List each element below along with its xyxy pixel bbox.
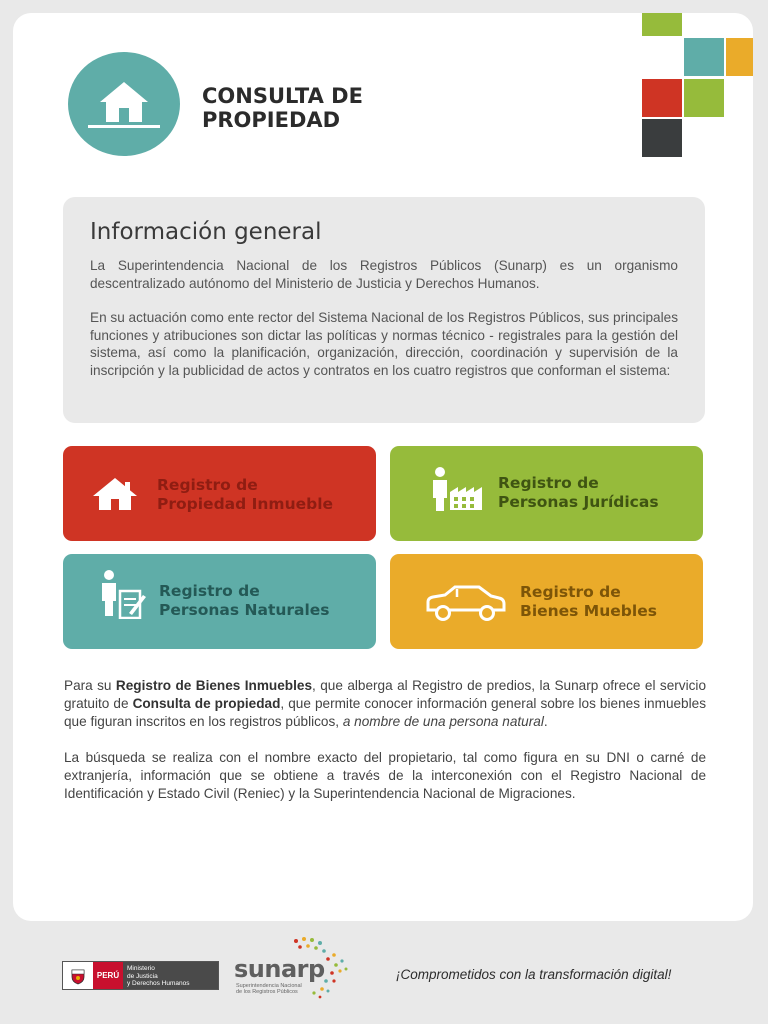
registry-tile-label bbox=[157, 476, 333, 514]
registry-tile-propiedad-inmueble bbox=[63, 446, 376, 541]
sunarp-wordmark: sunarp bbox=[234, 955, 325, 983]
header-badge bbox=[68, 52, 180, 156]
bold-term: Registro de Bienes Inmuebles bbox=[115, 678, 313, 693]
registry-tile-label bbox=[159, 582, 330, 620]
italic-term: a nombre de una persona natural bbox=[342, 714, 544, 729]
color-block bbox=[642, 13, 682, 36]
house-icon bbox=[91, 476, 139, 512]
tile-label-line: Bienes Muebles bbox=[520, 602, 657, 620]
body-paragraph: La búsqueda se realiza con el nombre exacto del propietario, tal como figura en su DNI o carné de extranjería, información que se obtiene a través de la interconexión con el Registro Nacional de Identificación y Estado Civil (Reniec) y la Superintendencia Nacional de Migraciones. bbox=[64, 750, 706, 801]
title-line: PROPIEDAD bbox=[202, 108, 341, 132]
registry-tile-label bbox=[498, 474, 659, 512]
peru-label: PERÚ bbox=[93, 962, 123, 989]
page-title bbox=[202, 84, 363, 132]
ministry-logo bbox=[62, 961, 219, 990]
tile-label-line: Personas Naturales bbox=[159, 601, 330, 619]
body-paragraph: Para su Registro de Bienes Inmuebles, que alberga al Registro de predios, la Sunarp ofrece el servicio gratuito de Consulta de propiedad, que permite conocer información general sobre los bienes inmuebles que figuran inscritos en los registros públicos, a nombre de una persona natural. bbox=[64, 678, 707, 729]
info-title: Información general bbox=[90, 219, 322, 245]
title-line: CONSULTA DE bbox=[202, 84, 363, 108]
tile-label-line: Registro de bbox=[520, 583, 621, 601]
car-icon bbox=[424, 584, 506, 622]
sunarp-subtitle: Superintendencia Nacional de los Registros Públicos bbox=[236, 983, 302, 995]
registry-tile-personas-juridicas bbox=[390, 446, 703, 541]
tile-label-line: Registro de bbox=[157, 476, 258, 494]
color-block bbox=[642, 79, 682, 117]
person-factory-icon bbox=[430, 466, 484, 512]
color-block bbox=[726, 38, 753, 76]
tagline: ¡Comprometidos con la transformación digital! bbox=[396, 967, 672, 982]
tile-label-line: Registro de bbox=[159, 582, 260, 600]
color-block bbox=[684, 38, 724, 76]
bold-term: Consulta de propiedad bbox=[132, 696, 281, 711]
registry-tile-bienes-muebles bbox=[390, 554, 703, 649]
sunarp-logo bbox=[234, 935, 354, 1000]
tile-label-line: Personas Jurídicas bbox=[498, 493, 659, 511]
color-block bbox=[642, 119, 682, 157]
body-text bbox=[64, 677, 706, 803]
info-section bbox=[63, 197, 705, 423]
person-document-icon bbox=[99, 569, 149, 619]
tile-label-line: Propiedad Inmueble bbox=[157, 495, 334, 513]
tile-label-line: Registro de bbox=[498, 474, 599, 492]
house-icon bbox=[86, 78, 162, 130]
coat-of-arms-icon bbox=[63, 962, 93, 989]
color-block bbox=[684, 79, 724, 117]
info-paragraph: La Superintendencia Nacional de los Registros Públicos (Sunarp) es un organismo descentralizado autónomo del Ministerio de Justicia y Derechos Humanos. bbox=[90, 258, 678, 291]
registry-tile-label bbox=[520, 583, 657, 621]
ministry-name: Ministerio de Justicia y Derechos Humanos bbox=[123, 962, 218, 989]
info-paragraph: En su actuación como ente rector del Sistema Nacional de los Registros Públicos, sus principales funciones y atribuciones son dictar las políticas y normas técnico - registrales para la gestión del sistema, así como la planificación, organización, dirección, coordinación y supervisión de la inscripción y la publicidad de actos y contratos en los cuatro registros que conforman el sistema: bbox=[90, 310, 678, 378]
registry-tile-personas-naturales bbox=[63, 554, 376, 649]
